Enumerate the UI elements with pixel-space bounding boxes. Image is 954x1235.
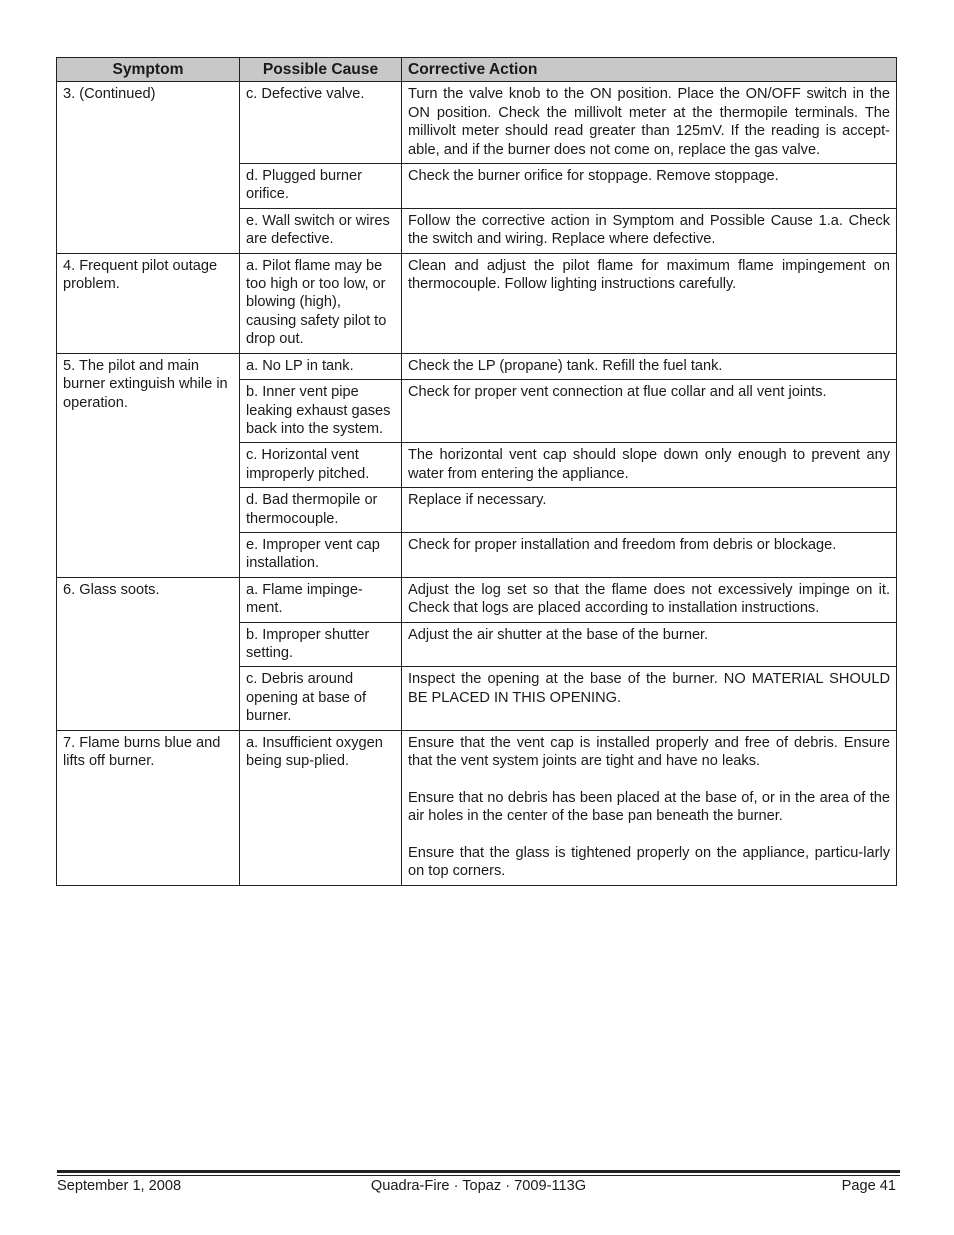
symptom-cell: 3. (Continued) <box>57 82 240 253</box>
possible-cause-cell: d. Plugged burner orifice. <box>240 164 402 209</box>
footer-page-number: Page 41 <box>841 1178 896 1194</box>
possible-cause-cell: a. Pilot flame may be too high or too low, or blowing (high), causing safety pilot to drop out. <box>240 253 402 353</box>
possible-cause-cell: c. Debris around opening at base of burner. <box>240 667 402 730</box>
corrective-action-paragraph: Inspect the opening at the base of the burner. NO MATERIAL SHOULD BE PLACED IN THIS OPENING. <box>408 671 890 706</box>
table-header-row <box>57 58 897 82</box>
footer-date: September 1, 2008 <box>57 1178 182 1194</box>
corrective-action-cell <box>402 577 897 622</box>
corrective-action-cell <box>402 532 897 577</box>
corrective-action-cell <box>402 622 897 667</box>
corrective-action-paragraph: Replace if necessary. <box>408 492 547 509</box>
footer-rule-thin <box>57 1175 900 1176</box>
possible-cause-cell: a. Insufficient oxygen being sup-plied. <box>240 730 402 885</box>
corrective-action-cell <box>402 488 897 533</box>
corrective-action-paragraph: Adjust the air shutter at the base of the burner. <box>408 626 709 643</box>
header-corrective-action: Corrective Action <box>402 58 897 82</box>
corrective-action-paragraph: Check for proper vent connection at flue collar and all vent joints. <box>408 384 827 401</box>
symptom-cell: 5. The pilot and main burner extinguish while in operation. <box>57 353 240 577</box>
corrective-action-paragraph: Adjust the log set so that the flame does not excessively impinge on it. Check that logs are placed according to installation instructions. <box>408 581 890 617</box>
corrective-action-cell <box>402 82 897 164</box>
table-row <box>57 577 897 622</box>
corrective-action-cell <box>402 380 897 443</box>
possible-cause-cell: a. Flame impinge-ment. <box>240 577 402 622</box>
table-row <box>57 353 897 379</box>
corrective-action-cell <box>402 164 897 209</box>
header-symptom: Symptom <box>57 58 240 82</box>
corrective-action-paragraph: The horizontal vent cap should slope down only enough to prevent any water from entering the appliance. <box>408 447 890 482</box>
symptom-cell: 6. Glass soots. <box>57 577 240 730</box>
possible-cause-cell: c. Horizontal vent improperly pitched. <box>240 443 402 488</box>
possible-cause-cell: b. Inner vent pipe leaking exhaust gases back into the system. <box>240 380 402 443</box>
footer-doc-id: Quadra-Fire · Topaz · 7009-113G <box>370 1178 587 1194</box>
corrective-action-cell <box>402 443 897 488</box>
corrective-action-paragraph: Check the burner orifice for stoppage. Remove stoppage. <box>408 168 779 185</box>
table-row <box>57 730 897 885</box>
possible-cause-cell: e. Wall switch or wires are defective. <box>240 208 402 253</box>
corrective-action-cell <box>402 730 897 885</box>
corrective-action-paragraph: Ensure that no debris has been placed at the base of, or in the area of the air holes in the center of the base pan beneath the burner. <box>408 789 890 825</box>
possible-cause-cell: a. No LP in tank. <box>240 353 402 379</box>
troubleshooting-table-container <box>56 57 896 886</box>
possible-cause-cell: c. Defective valve. <box>240 82 402 164</box>
possible-cause-cell: e. Improper vent cap installation. <box>240 532 402 577</box>
symptom-cell: 4. Frequent pilot outage problem. <box>57 253 240 353</box>
corrective-action-paragraph: Ensure that the glass is tightened properly on the appliance, particu-larly on top corners. <box>408 845 890 880</box>
troubleshooting-table <box>56 57 897 886</box>
corrective-action-cell <box>402 353 897 379</box>
possible-cause-cell: d. Bad thermopile or thermocouple. <box>240 488 402 533</box>
corrective-action-paragraph: Turn the valve knob to the ON position. Place the ON/OFF switch in the ON position. Check the millivolt meter at the thermopile terminals. The millivolt meter should read greater than 125mV. If the reading is accept-able, and if the burner does not come on, replace the gas valve. <box>408 86 890 158</box>
possible-cause-cell: b. Improper shutter setting. <box>240 622 402 667</box>
header-possible-cause: Possible Cause <box>240 58 402 82</box>
table-row <box>57 253 897 353</box>
footer-rule-thick <box>57 1170 900 1173</box>
corrective-action-paragraph: Check for proper installation and freedom from debris or blockage. <box>408 536 837 553</box>
table-body <box>57 82 897 885</box>
corrective-action-cell <box>402 208 897 253</box>
symptom-cell: 7. Flame burns blue and lifts off burner. <box>57 730 240 885</box>
corrective-action-paragraph: Clean and adjust the pilot flame for maximum flame impingement on thermocouple. Follow lighting instructions carefully. <box>408 257 890 293</box>
corrective-action-paragraph: Follow the corrective action in Symptom and Possible Cause 1.a. Check the switch and wiring. Replace where defective. <box>408 212 890 248</box>
corrective-action-cell <box>402 667 897 730</box>
table-row <box>57 82 897 164</box>
corrective-action-paragraph: Ensure that the vent cap is installed properly and free of debris. Ensure that the vent system joints are tight and have no leaks. <box>408 734 890 769</box>
corrective-action-cell <box>402 253 897 353</box>
corrective-action-paragraph: Check the LP (propane) tank. Refill the fuel tank. <box>408 357 723 374</box>
